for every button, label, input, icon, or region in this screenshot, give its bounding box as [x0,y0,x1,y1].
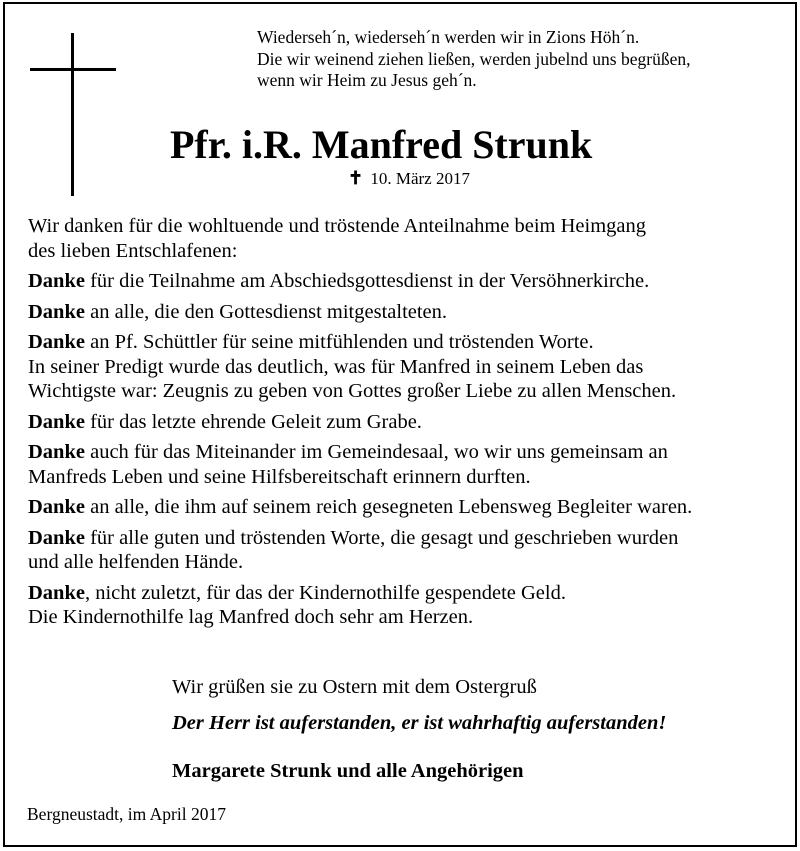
thanks-text-rest: auch für das Miteinander im Gemeindesaal, wo wir uns gemeinsam an [84,441,668,463]
thanks-keyword: Danke [28,581,85,604]
thanks-keyword: Danke [28,496,85,518]
cross-icon-beam [30,68,116,71]
cross-icon [71,33,74,196]
thanks-continuation: und alle helfenden Hände. [28,551,244,573]
thanks-keyword: Danke [28,270,85,292]
death-date: 10. März 2017 [370,169,470,188]
death-date-line [348,168,470,189]
thanks-keyword: Danke [28,300,85,323]
thanks-paragraph [28,300,788,325]
thanks-paragraph [28,440,788,489]
thanks-paragraph [28,330,788,404]
intro-line: des lieben Entschlafenen: [28,239,238,262]
thanks-text-rest: an alle, die ihm auf seinem reich gesegneten Lebensweg Begleiter waren. [84,496,693,518]
thanks-keyword: Danke [28,331,85,353]
easter-greeting-intro: Wir grüßen sie zu Ostern mit dem Ostergruß [172,676,537,698]
thanks-continuation: In seiner Predigt wurde das deutlich, was für Manfred in seinem Leben das [28,355,644,378]
thanks-keyword: Danke [28,441,85,463]
thanks-paragraph [28,269,788,294]
thanks-text-rest: für die Teilnahme am Abschiedsgottesdienst in der Versöhnerkirche. [84,270,650,292]
verse-line: Wiederseh´n, wiederseh´n werden wir in Zions Höh´n. [257,27,640,47]
thanks-paragraph [28,526,788,575]
thanks-text-rest: , nicht zuletzt, für das der Kindernothilfe gespendete Geld. [84,581,566,604]
thanks-text [28,214,788,636]
thanks-keyword: Danke [28,410,85,433]
thanks-paragraph [28,410,788,435]
deceased-name: Pfr. i.R. Manfred Strunk [170,122,593,167]
verse-line: wenn wir Heim zu Jesus geh´n. [257,70,477,90]
thanks-text-rest: für das letzte ehrende Geleit zum Grabe. [84,410,422,433]
thanks-continuation: Die Kindernothilfe lag Manfred doch sehr am Herzen. [28,606,474,628]
thanks-intro [28,214,788,263]
thanks-paragraph [28,495,788,520]
dagger-icon: ✝ [348,168,364,188]
thanks-text-rest: an alle, die den Gottesdienst mitgestalteten. [84,300,448,323]
thanks-continuation: Manfreds Leben und seine Hilfsbereitschaft erinnern durften. [28,465,531,488]
intro-line: Wir danken für die wohltuende und tröstende Anteilnahme beim Heimgang [28,215,646,237]
thanks-paragraph [28,581,788,630]
thanks-text-rest: an Pf. Schüttler für seine mitfühlenden und tröstenden Worte. [84,331,594,353]
verse-line: Die wir weinend ziehen ließen, werden jubelnd uns begrüßen, [257,48,691,69]
thanks-continuation: Wichtigste war: Zeugnis zu geben von Gottes großer Liebe zu allen Menschen. [28,380,677,402]
thanks-keyword: Danke [28,526,85,549]
thanks-text-rest: für alle guten und tröstenden Worte, die gesagt und geschrieben wurden [84,526,679,549]
bible-verse [257,27,690,92]
family-signature: Margarete Strunk und alle Angehörigen [172,760,524,782]
place-and-date: Bergneustadt, im April 2017 [27,804,226,824]
easter-greeting: Der Herr ist auferstanden, er ist wahrhaftig auferstanden! [172,712,667,734]
